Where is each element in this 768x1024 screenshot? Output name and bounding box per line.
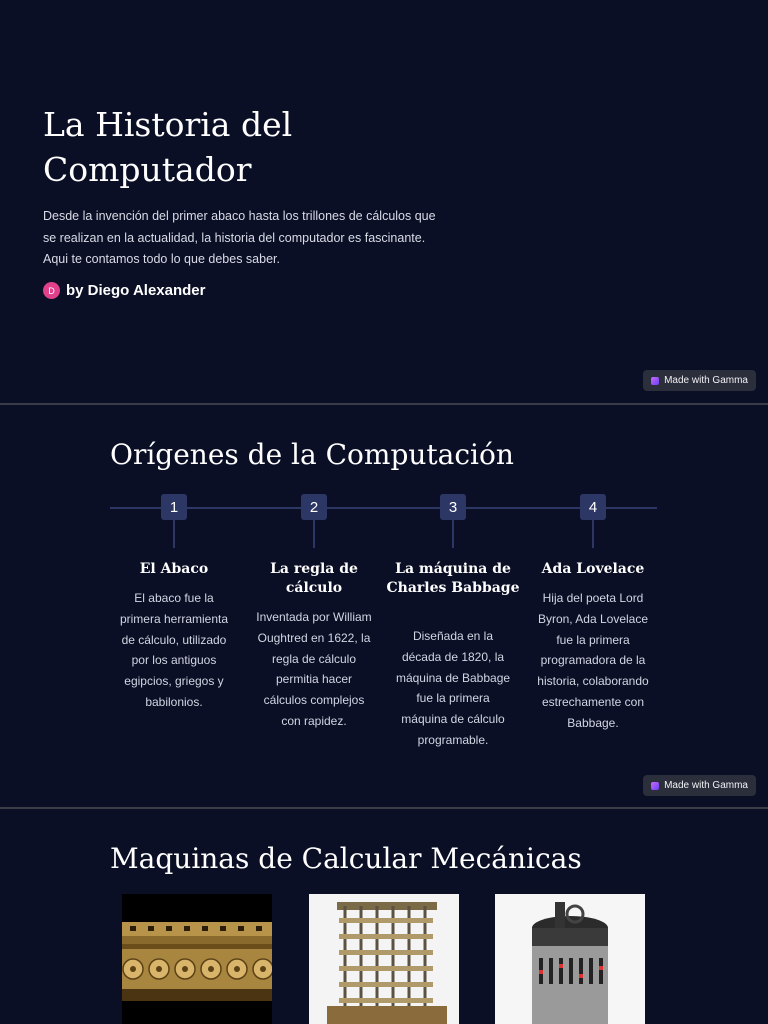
title-slide — [0, 0, 768, 403]
gamma-logo-icon — [651, 377, 659, 385]
step-title: La regla de cálculo — [270, 561, 358, 596]
made-with-gamma-badge[interactable] — [643, 370, 756, 391]
step-title: Ada Lovelace — [541, 561, 645, 577]
step-text: Hija del poeta Lord Byron, Ada Lovelace fue la primera programadora de la historia, colaborando estrechamente con Babbage. — [537, 591, 649, 730]
gamma-logo-icon — [651, 782, 659, 790]
presentation-title: La Historia del Computador — [43, 105, 293, 189]
step-connector — [592, 520, 594, 548]
step-number: 3 — [440, 494, 466, 520]
badge-label: Made with Gamma — [664, 375, 748, 386]
step-number: 4 — [580, 494, 606, 520]
mechanical-calculators-slide — [0, 809, 768, 1024]
step-number: 1 — [161, 494, 187, 520]
step-title: El Abaco — [139, 561, 209, 577]
avatar: D — [43, 282, 60, 299]
curta-calculator-illustration — [495, 894, 645, 1024]
section-title: Orígenes de la Computación — [110, 438, 514, 471]
made-with-gamma-badge[interactable] — [643, 775, 756, 796]
author-byline[interactable] — [43, 282, 205, 299]
difference-engine-illustration — [309, 894, 459, 1024]
curta-calculator-photo — [495, 894, 645, 1024]
presentation-description: Desde la invención del primer abaco hasta los trillones de cálculos que se realizan en la actualidad, la historia del computador es fascinante. Aqui te contamos todo lo que debes saber. — [43, 209, 436, 266]
origins-slide — [0, 405, 768, 807]
step-text: Inventada por William Oughtred en 1622, la regla de cálculo permitia hacer cálculos complejos con rapidez. — [256, 610, 372, 728]
step-connector — [313, 520, 315, 548]
badge-label: Made with Gamma — [664, 780, 748, 791]
step-connector — [173, 520, 175, 548]
step-connector — [452, 520, 454, 548]
timeline-line — [110, 507, 657, 509]
pascaline-photo — [122, 894, 272, 1024]
difference-engine-photo — [309, 894, 459, 1024]
step-text: Diseñada en la década de 1820, la máquina de Babbage fue la primera máquina de cálculo programable. — [395, 629, 511, 747]
pascaline-illustration — [122, 894, 272, 1024]
section-title: Maquinas de Calcular Mecánicas — [110, 842, 582, 875]
step-text: El abaco fue la primera herramienta de cálculo, utilizado por los antiguos egipcios, griegos y babilonios. — [119, 591, 229, 709]
step-title: La máquina de Charles Babbage — [386, 561, 520, 596]
step-number: 2 — [301, 494, 327, 520]
author-name: by Diego Alexander — [66, 282, 206, 299]
